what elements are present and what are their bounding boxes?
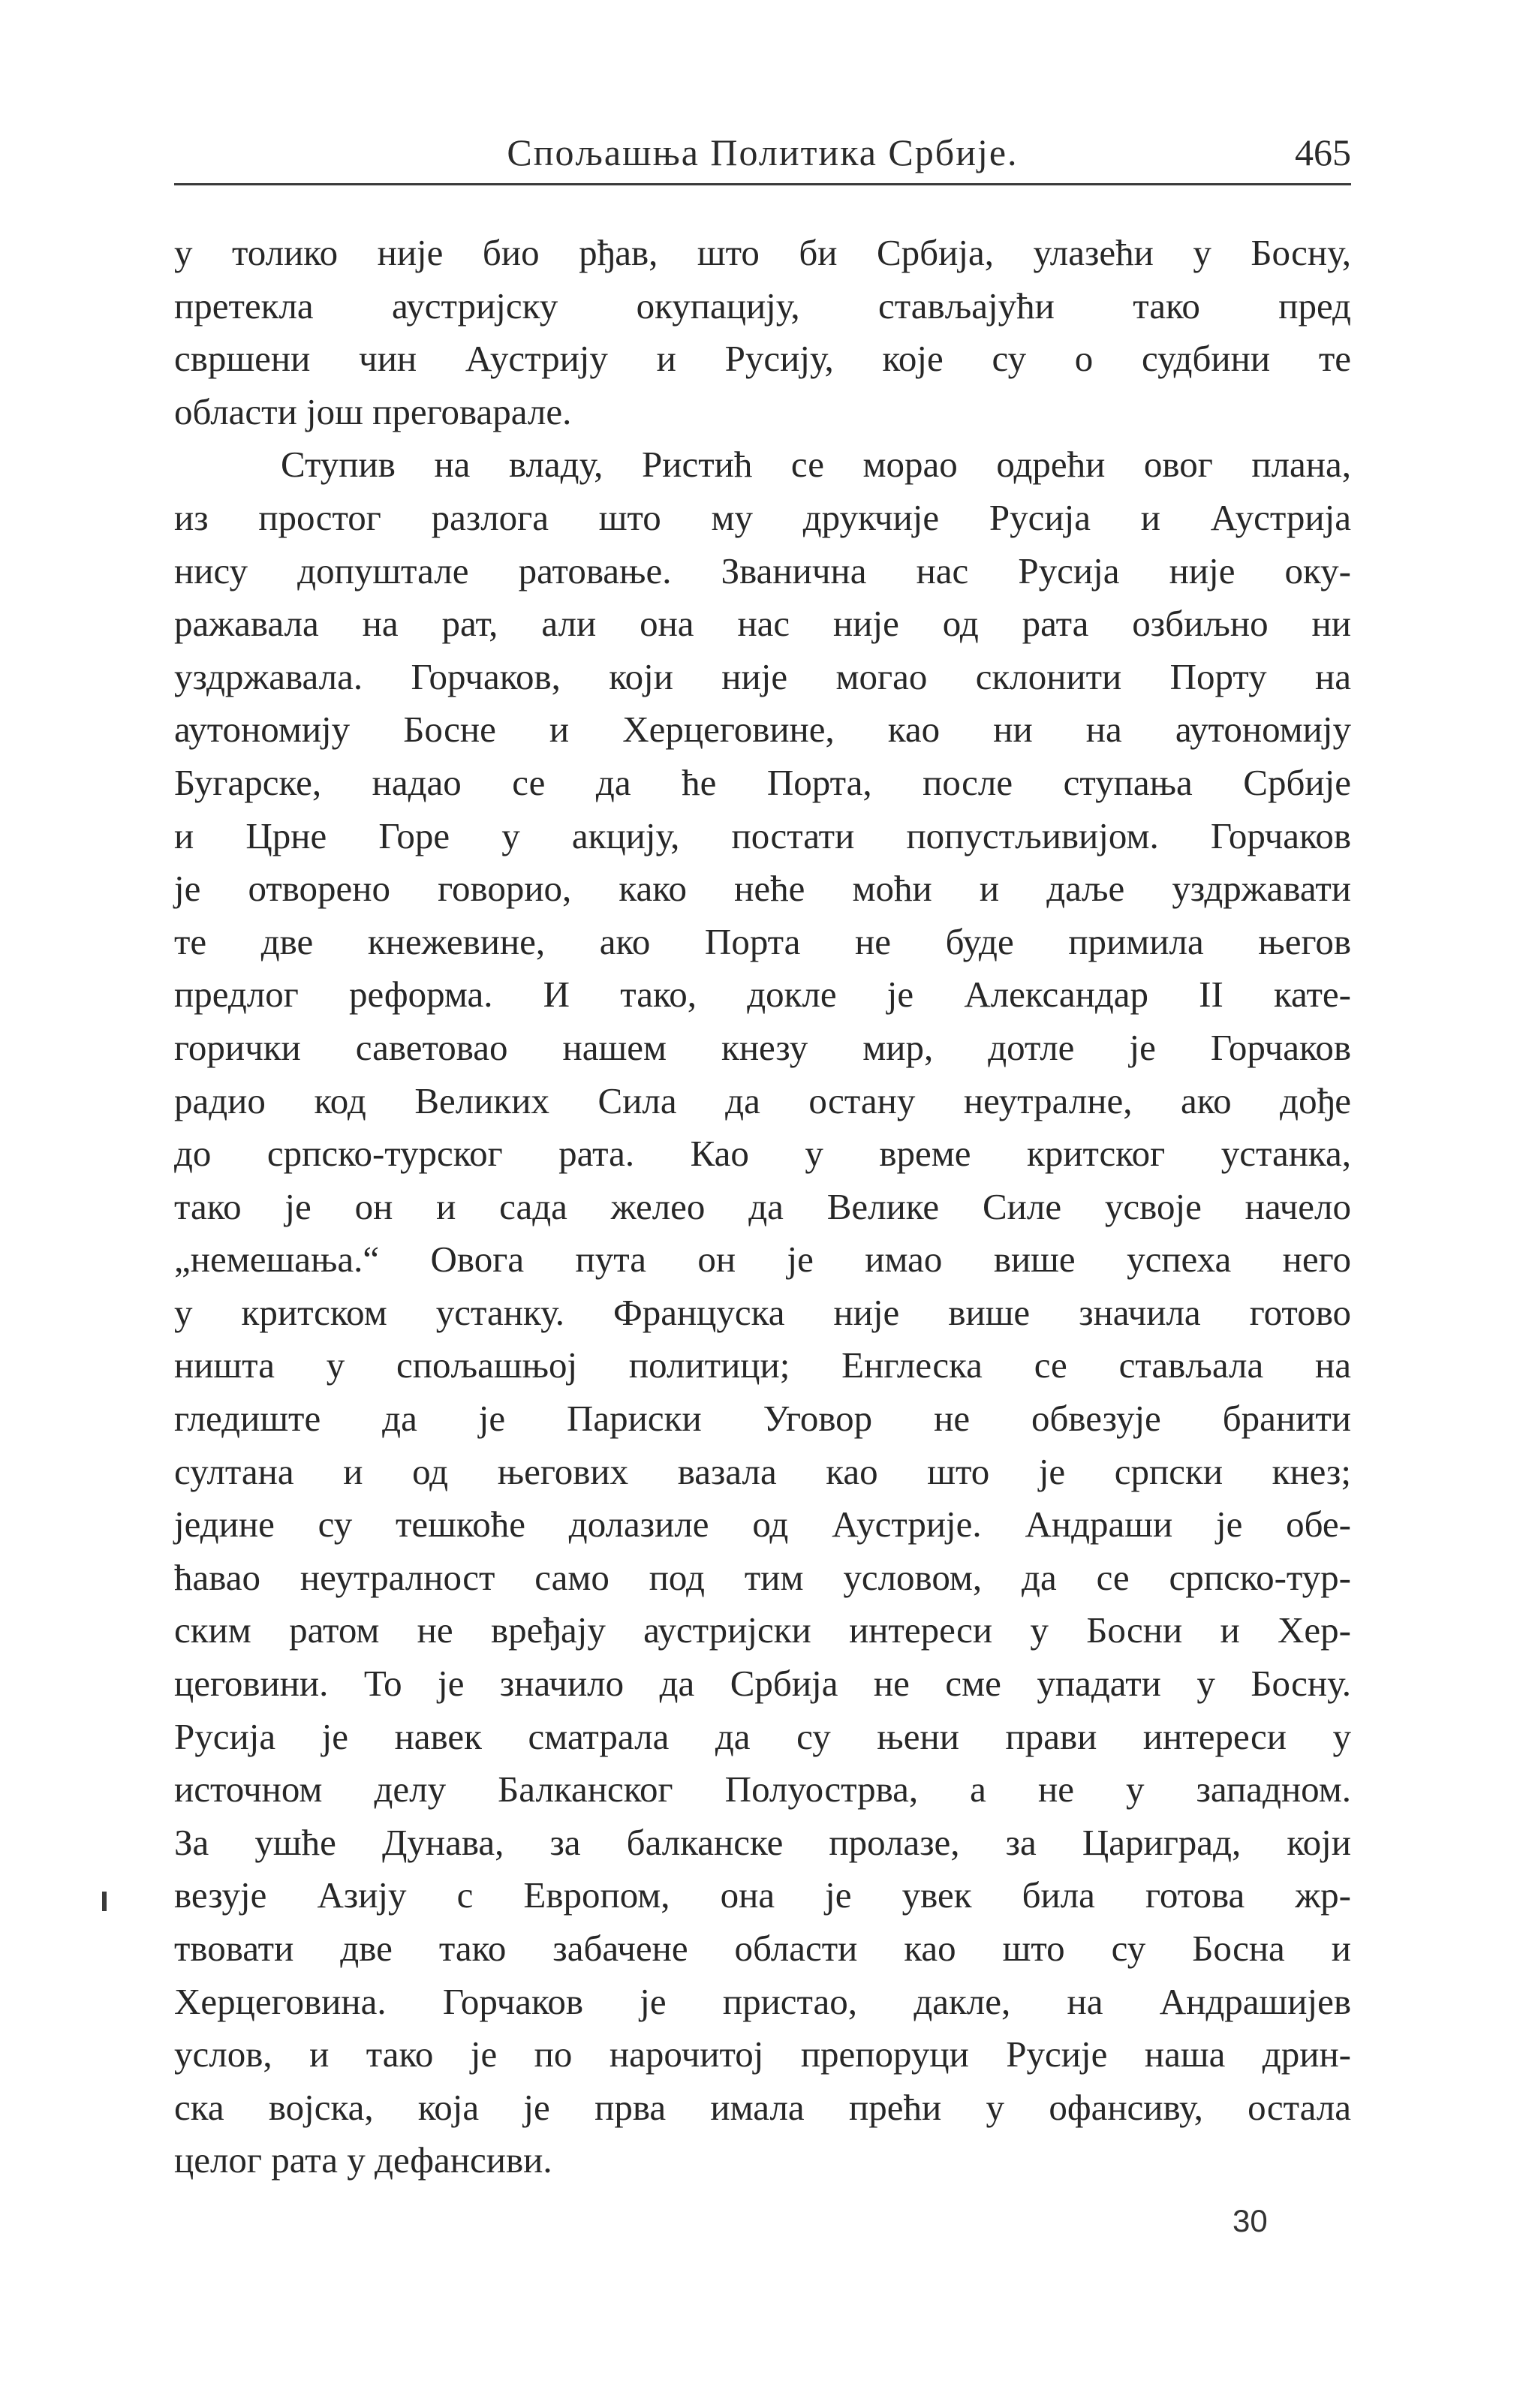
text-line: ћавао неутралност само под тим условом, да се српско-тур-	[174, 1556, 1351, 1598]
text-line: ражавала на рат, али она нас није од рата озбиљно ни	[174, 603, 1351, 645]
page-number: 465	[1295, 131, 1351, 173]
body-text	[174, 227, 1351, 2187]
text-line: у критском устанку. Француска није више значила готово	[174, 1291, 1351, 1333]
text-line: до српско-турског рата. Као у време критског устанка,	[174, 1133, 1351, 1175]
text-line: области још преговарале.	[174, 390, 572, 432]
text-line: Ступив на владу, Ристић се морао одрећи овог плана,	[281, 444, 1351, 486]
text-line: султана и од његових вазала као што је српски кнез;	[174, 1450, 1351, 1492]
text-line: нису допуштале ратовање. Званична нас Русија није оку-	[174, 549, 1351, 591]
text-line: твовати две тако забачене области као што су Босна и	[174, 1928, 1351, 1969]
text-line: предлог реформа. И тако, докле је Александар II кате-	[174, 974, 1351, 1016]
text-line: аутономију Босне и Херцеговине, као ни на аутономију	[174, 709, 1351, 751]
text-line: и Црне Горе у акцију, постати попустљивијом. Горчаков	[174, 814, 1351, 856]
text-line: ским ратом не вређају аустријски интереси у Босни и Хер-	[174, 1609, 1351, 1651]
text-line: тако је он и сада желео да Велике Силе усвоје начело	[174, 1185, 1351, 1227]
margin-tick-mark	[102, 1892, 107, 1911]
text-line: источном делу Балканског Полуострва, а не у западном.	[174, 1768, 1351, 1811]
text-line: целог рата у дефансиви.	[174, 2139, 552, 2181]
running-title: Спољашња Политика Србије.	[507, 131, 1019, 173]
text-line: За ушће Дунава, за балканске пролазе, за Цариград, који	[174, 1821, 1351, 1863]
text-line: радио код Великих Сила да остану неутралне, ако дође	[174, 1079, 1351, 1121]
header-rule	[174, 183, 1351, 185]
text-line: услов, и тако је по нарочитој препоруци Русије наша дрин-	[174, 2033, 1351, 2075]
text-line: „немешања.“ Овога пута он је имао више успеха него	[174, 1239, 1351, 1281]
text-line: Херцеговина. Горчаков је пристао, дакле, на Андрашијев	[174, 1980, 1351, 2022]
text-line: у толико није био рђав, што би Србија, улазећи у Босну,	[174, 232, 1351, 273]
text-line: уздржавала. Горчаков, који није могао склонити Порту на	[174, 655, 1351, 697]
text-line: претекла аустријску окупацију, стављајући тако пред	[174, 284, 1351, 327]
text-line: једине су тешкоће долазиле од Аустрије. Андраши је обе-	[174, 1503, 1351, 1546]
signature-mark: 30	[1233, 2203, 1268, 2238]
text-line: гледиште да је Париски Уговор не обвезује бранити	[174, 1398, 1351, 1440]
text-line: Бугарске, надао се да ће Порта, после ступања Србије	[174, 761, 1351, 803]
text-line: везује Азију с Европом, она је увек била готова жр-	[174, 1874, 1351, 1916]
text-line: цеговини. То је значило да Србија не сме упадати у Босну.	[174, 1663, 1351, 1705]
text-line: горички саветовао нашем кнезу мир, дотле је Горчаков	[174, 1026, 1351, 1068]
text-line: ништа у спољашњој политици; Енглеска се стављала на	[174, 1344, 1351, 1386]
text-line: те две кнежевине, ако Порта не буде примила његов	[174, 920, 1351, 962]
text-line: Русија је навек сматрала да су њени прави интереси у	[174, 1715, 1351, 1757]
text-line: свршени чин Аустрију и Русију, које су о судбини те	[174, 338, 1351, 380]
text-line: је отворено говорио, како неће моћи и даље уздржавати	[174, 868, 1351, 910]
text-line: ска војска, која је прва имала прећи у офансиву, остала	[174, 2086, 1351, 2128]
text-line: из простог разлога што му друкчије Русија и Аустрија	[174, 496, 1351, 538]
running-header	[174, 126, 1351, 179]
